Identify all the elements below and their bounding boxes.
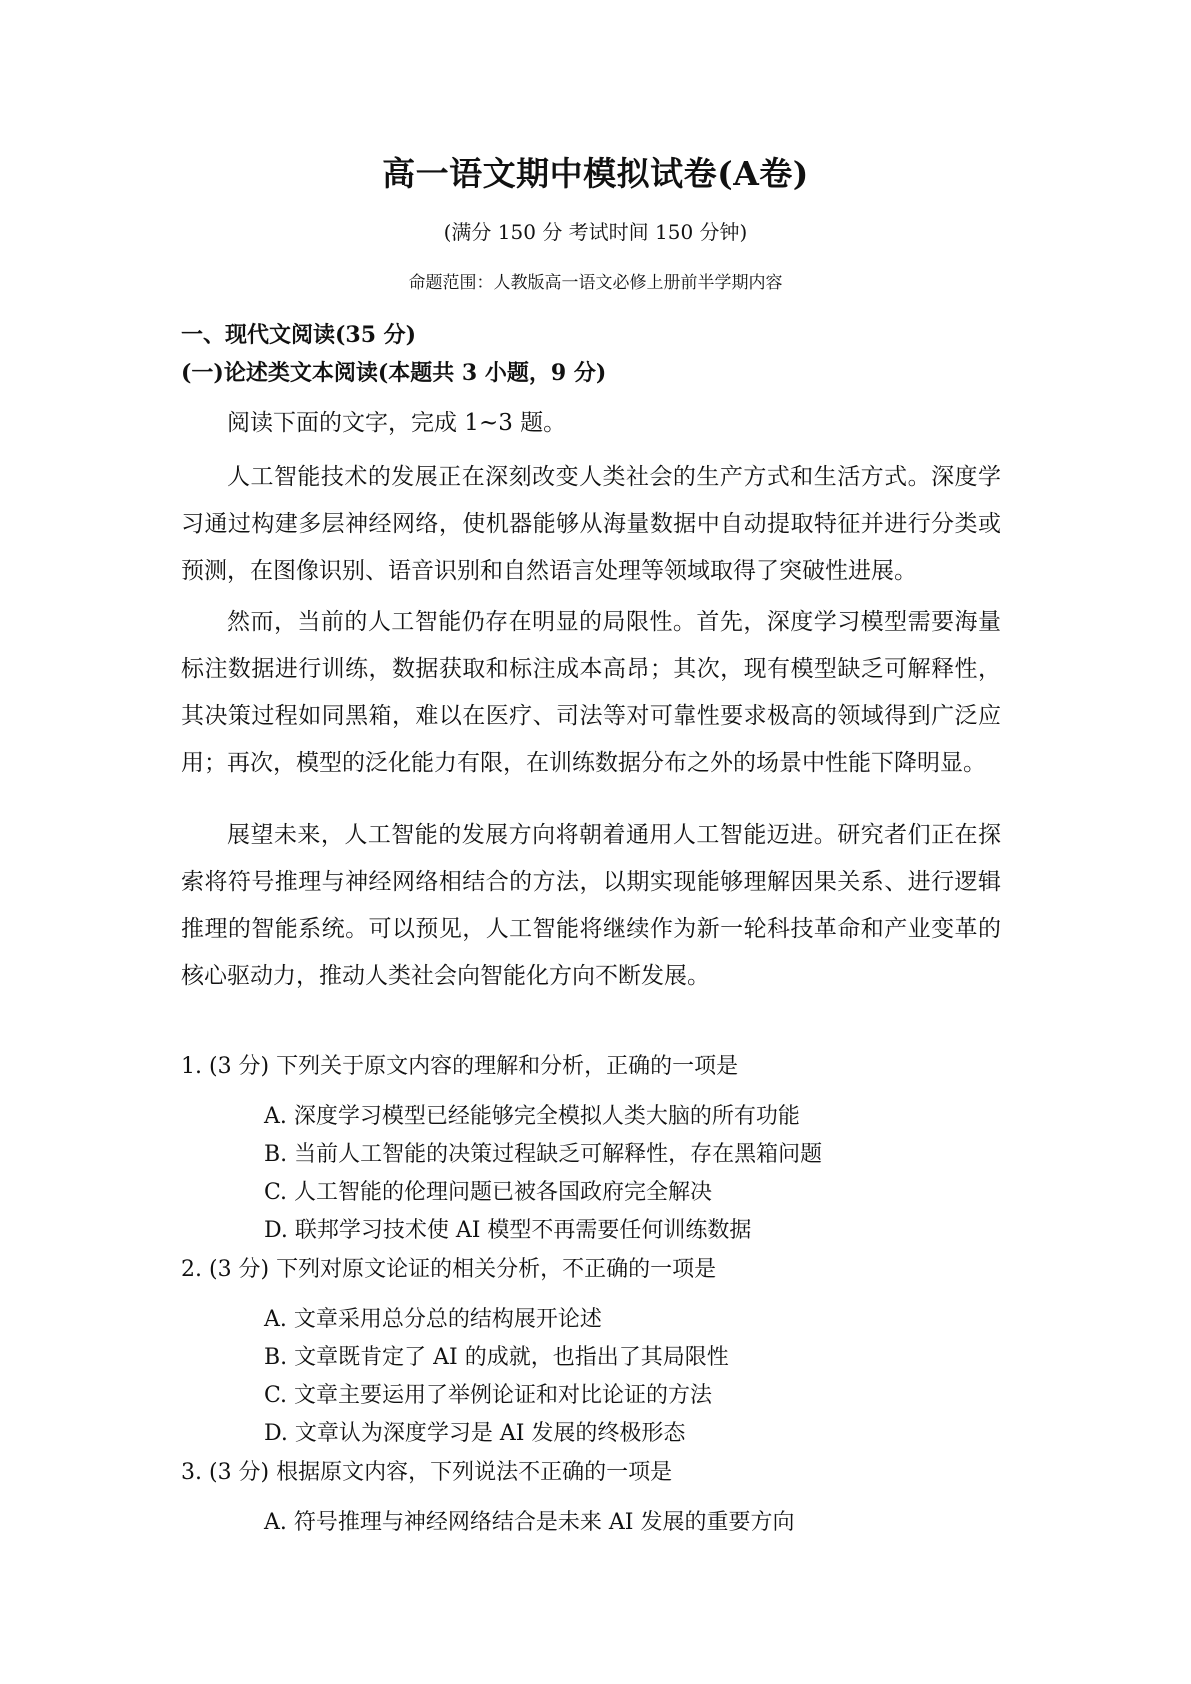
passage-paragraph-3: 展望未来，人工智能的发展方向将朝着通用人工智能迈进。研究者们正在探索将符号推理与神经网络相结合的方法，以期实现能够理解因果关系、进行逻辑推理的智能系统。可以预见，人工智能将继续作为新一轮科技革命和产业变革的核心驱动力，推动人类社会向智能化方向不断发展。 [181, 822, 1001, 989]
section-heading: 一、现代文阅读(35 分) [181, 322, 417, 348]
question-2-option-b: B. 文章既肯定了 AI 的成就，也指出了其局限性 [264, 1345, 729, 1370]
exam-scope: 命题范围：人教版高一语文必修上册前半学期内容 [408, 273, 783, 293]
question-1-option-b: B. 当前人工智能的决策过程缺乏可解释性，存在黑箱问题 [264, 1142, 823, 1167]
question-3-option-a: A. 符号推理与神经网络结合是未来 AI 发展的重要方向 [264, 1510, 795, 1535]
passage-paragraph-2: 然而，当前的人工智能仍存在明显的局限性。首先，深度学习模型需要海量标注数据进行训练，数据获取和标注成本高昂；其次，现有模型缺乏可解释性，其决策过程如同黑箱，难以在医疗、司法等对可靠性要求极高的领域得到广泛应用；再次，模型的泛化能力有限，在训练数据分布之外的场景中性能下降明显。 [181, 609, 1001, 776]
exam-info: (满分 150 分 考试时间 150 分钟) [443, 220, 748, 244]
question-1-stem: 1. (3 分) 下列关于原文内容的理解和分析，正确的一项是 [181, 1054, 739, 1079]
question-3-stem: 3. (3 分) 根据原文内容，下列说法不正确的一项是 [181, 1460, 673, 1485]
question-1-option-c: C. 人工智能的伦理问题已被各国政府完全解决 [264, 1180, 713, 1205]
question-2-option-d: D. 文章认为深度学习是 AI 发展的终极形态 [264, 1421, 686, 1446]
subsection-heading: (一)论述类文本阅读(本题共 3 小题，9 分) [181, 360, 607, 386]
question-1-option-a: A. 深度学习模型已经能够完全模拟人类大脑的所有功能 [264, 1104, 800, 1129]
question-2-stem: 2. (3 分) 下列对原文论证的相关分析，不正确的一项是 [181, 1257, 717, 1282]
question-2-option-c: C. 文章主要运用了举例论证和对比论证的方法 [264, 1383, 713, 1408]
question-2-option-a: A. 文章采用总分总的结构展开论述 [264, 1307, 602, 1332]
reading-instruction: 阅读下面的文字，完成 1~3 题。 [227, 410, 567, 436]
question-1-option-d: D. 联邦学习技术使 AI 模型不再需要任何训练数据 [264, 1218, 752, 1243]
passage-paragraph-1: 人工智能技术的发展正在深刻改变人类社会的生产方式和生活方式。深度学习通过构建多层神经网络，使机器能够从海量数据中自动提取特征并进行分类或预测，在图像识别、语音识别和自然语言处理等领域取得了突破性进展。 [181, 464, 1001, 584]
page-title: 高一语文期中模拟试卷(A卷) [382, 154, 809, 193]
